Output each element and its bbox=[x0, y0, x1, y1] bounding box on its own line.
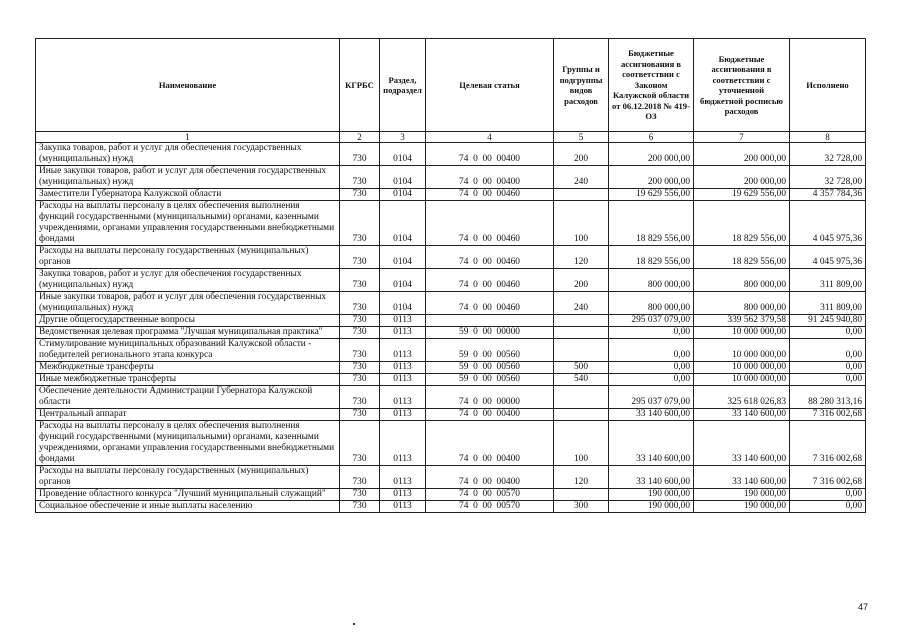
row-executed-amount: 0,00 bbox=[790, 339, 866, 362]
row-kgrbs: 730 bbox=[340, 421, 380, 466]
row-law-amount: 190 000,00 bbox=[609, 489, 694, 501]
row-law-amount: 200 000,00 bbox=[609, 143, 694, 166]
row-target: 59 0 00 00560 bbox=[426, 339, 554, 362]
row-target: 74 0 00 00460 bbox=[426, 189, 554, 201]
row-executed-amount: 91 245 940,80 bbox=[790, 315, 866, 327]
row-executed-amount: 32 728,00 bbox=[790, 166, 866, 189]
row-law-amount: 800 000,00 bbox=[609, 292, 694, 315]
row-kgrbs: 730 bbox=[340, 201, 380, 246]
row-group: 540 bbox=[554, 374, 609, 386]
row-kgrbs: 730 bbox=[340, 269, 380, 292]
row-name: Иные межбюджетные трансферты bbox=[36, 374, 340, 386]
row-executed-amount: 4 357 784,36 bbox=[790, 189, 866, 201]
row-target: 74 0 00 00460 bbox=[426, 201, 554, 246]
header-law: Бюджетные ассигнования в соответствии с Законом Калужской области от 06.12.2018 № 419-ОЗ bbox=[609, 39, 694, 132]
row-executed-amount: 0,00 bbox=[790, 374, 866, 386]
row-section: 0113 bbox=[380, 466, 426, 489]
column-number: 2 bbox=[340, 132, 380, 143]
row-law-amount: 0,00 bbox=[609, 374, 694, 386]
table-row bbox=[36, 269, 866, 292]
column-number: 3 bbox=[380, 132, 426, 143]
row-refined-amount: 200 000,00 bbox=[694, 166, 790, 189]
row-refined-amount: 33 140 600,00 bbox=[694, 409, 790, 421]
scan-speck bbox=[353, 623, 355, 625]
row-section: 0104 bbox=[380, 201, 426, 246]
row-section: 0113 bbox=[380, 315, 426, 327]
table-row bbox=[36, 409, 866, 421]
row-section: 0113 bbox=[380, 386, 426, 409]
row-section: 0104 bbox=[380, 166, 426, 189]
row-law-amount: 0,00 bbox=[609, 339, 694, 362]
row-target: 74 0 00 00570 bbox=[426, 501, 554, 513]
row-name: Иные закупки товаров, работ и услуг для обеспечения государственных (муниципальных) нужд bbox=[36, 166, 340, 189]
table-row bbox=[36, 201, 866, 246]
row-kgrbs: 730 bbox=[340, 292, 380, 315]
header-refined: Бюджетные ассигнования в соответствии с уточненной бюджетной росписью расходов bbox=[694, 39, 790, 132]
table-row bbox=[36, 246, 866, 269]
table-row bbox=[36, 466, 866, 489]
row-group bbox=[554, 386, 609, 409]
row-target: 59 0 00 00000 bbox=[426, 327, 554, 339]
row-executed-amount: 0,00 bbox=[790, 327, 866, 339]
column-number: 7 bbox=[694, 132, 790, 143]
row-group: 500 bbox=[554, 362, 609, 374]
row-law-amount: 33 140 600,00 bbox=[609, 409, 694, 421]
row-target: 74 0 00 00400 bbox=[426, 166, 554, 189]
row-target: 74 0 00 00000 bbox=[426, 386, 554, 409]
row-refined-amount: 33 140 600,00 bbox=[694, 466, 790, 489]
row-kgrbs: 730 bbox=[340, 466, 380, 489]
row-name: Социальное обеспечение и иные выплаты населению bbox=[36, 501, 340, 513]
row-law-amount: 295 037 079,00 bbox=[609, 315, 694, 327]
row-executed-amount: 88 280 313,16 bbox=[790, 386, 866, 409]
row-name: Расходы на выплаты персоналу в целях обеспечения выполнения функций государственными (муниципальными) органами, казенными учреждениями, органами управления государственными внебюджетными фондами bbox=[36, 201, 340, 246]
row-refined-amount: 18 829 556,00 bbox=[694, 201, 790, 246]
row-group: 120 bbox=[554, 466, 609, 489]
row-law-amount: 18 829 556,00 bbox=[609, 201, 694, 246]
budget-table bbox=[35, 38, 866, 513]
row-executed-amount: 0,00 bbox=[790, 362, 866, 374]
row-group: 100 bbox=[554, 201, 609, 246]
row-law-amount: 0,00 bbox=[609, 327, 694, 339]
row-executed-amount: 4 045 975,36 bbox=[790, 246, 866, 269]
row-target: 59 0 00 00560 bbox=[426, 374, 554, 386]
table-row bbox=[36, 362, 866, 374]
row-name: Центральный аппарат bbox=[36, 409, 340, 421]
row-law-amount: 190 000,00 bbox=[609, 501, 694, 513]
row-executed-amount: 0,00 bbox=[790, 501, 866, 513]
row-kgrbs: 730 bbox=[340, 409, 380, 421]
table-row bbox=[36, 374, 866, 386]
row-refined-amount: 10 000 000,00 bbox=[694, 339, 790, 362]
table-row bbox=[36, 166, 866, 189]
row-law-amount: 800 000,00 bbox=[609, 269, 694, 292]
row-section: 0104 bbox=[380, 189, 426, 201]
row-refined-amount: 800 000,00 bbox=[694, 292, 790, 315]
row-group: 100 bbox=[554, 421, 609, 466]
row-name: Обеспечение деятельности Администрации Губернатора Калужской области bbox=[36, 386, 340, 409]
row-refined-amount: 10 000 000,00 bbox=[694, 327, 790, 339]
row-executed-amount: 7 316 002,68 bbox=[790, 466, 866, 489]
row-group: 200 bbox=[554, 143, 609, 166]
column-number: 5 bbox=[554, 132, 609, 143]
column-number-row bbox=[36, 132, 866, 143]
row-name: Межбюджетные трансферты bbox=[36, 362, 340, 374]
row-group: 200 bbox=[554, 269, 609, 292]
row-kgrbs: 730 bbox=[340, 339, 380, 362]
row-group bbox=[554, 327, 609, 339]
row-group bbox=[554, 339, 609, 362]
row-name: Стимулирование муниципальных образований Калужской области - победителей регионального этапа конкурса bbox=[36, 339, 340, 362]
row-kgrbs: 730 bbox=[340, 166, 380, 189]
table-row bbox=[36, 386, 866, 409]
row-section: 0104 bbox=[380, 292, 426, 315]
row-kgrbs: 730 bbox=[340, 374, 380, 386]
row-executed-amount: 7 316 002,68 bbox=[790, 409, 866, 421]
row-name: Ведомственная целевая программа "Лучшая муниципальная практика" bbox=[36, 327, 340, 339]
row-refined-amount: 190 000,00 bbox=[694, 489, 790, 501]
budget-sheet bbox=[35, 38, 865, 513]
table-row bbox=[36, 501, 866, 513]
row-group: 300 bbox=[554, 501, 609, 513]
row-name: Проведение областного конкурса "Лучший муниципальный служащий" bbox=[36, 489, 340, 501]
column-number: 6 bbox=[609, 132, 694, 143]
column-number: 8 bbox=[790, 132, 866, 143]
table-header-row bbox=[36, 39, 866, 132]
row-refined-amount: 18 829 556,00 bbox=[694, 246, 790, 269]
row-target: 74 0 00 00460 bbox=[426, 292, 554, 315]
row-executed-amount: 311 809,00 bbox=[790, 292, 866, 315]
row-kgrbs: 730 bbox=[340, 362, 380, 374]
row-section: 0104 bbox=[380, 246, 426, 269]
row-target: 74 0 00 00400 bbox=[426, 143, 554, 166]
row-group: 240 bbox=[554, 292, 609, 315]
row-target bbox=[426, 315, 554, 327]
table-row bbox=[36, 327, 866, 339]
header-section: Раздел, подраздел bbox=[380, 39, 426, 132]
row-section: 0113 bbox=[380, 501, 426, 513]
row-refined-amount: 339 562 379,58 bbox=[694, 315, 790, 327]
row-law-amount: 33 140 600,00 bbox=[609, 466, 694, 489]
row-kgrbs: 730 bbox=[340, 246, 380, 269]
column-number: 4 bbox=[426, 132, 554, 143]
header-executed: Исполнено bbox=[790, 39, 866, 132]
row-name: Расходы на выплаты персоналу в целях обеспечения выполнения функций государственными (муниципальными) органами, казенными учреждениями, органами управления государственными внебюджетными фондами bbox=[36, 421, 340, 466]
header-target: Целевая статья bbox=[426, 39, 554, 132]
row-group bbox=[554, 409, 609, 421]
row-target: 74 0 00 00400 bbox=[426, 421, 554, 466]
row-target: 74 0 00 00570 bbox=[426, 489, 554, 501]
row-section: 0113 bbox=[380, 409, 426, 421]
row-refined-amount: 19 629 556,00 bbox=[694, 189, 790, 201]
row-name: Расходы на выплаты персоналу государственных (муниципальных) органов bbox=[36, 246, 340, 269]
row-name: Иные закупки товаров, работ и услуг для обеспечения государственных (муниципальных) нужд bbox=[36, 292, 340, 315]
table-row bbox=[36, 143, 866, 166]
row-section: 0104 bbox=[380, 269, 426, 292]
row-section: 0113 bbox=[380, 339, 426, 362]
row-name: Заместители Губернатора Калужской области bbox=[36, 189, 340, 201]
row-refined-amount: 200 000,00 bbox=[694, 143, 790, 166]
table-row bbox=[36, 421, 866, 466]
row-section: 0113 bbox=[380, 362, 426, 374]
row-law-amount: 18 829 556,00 bbox=[609, 246, 694, 269]
row-section: 0113 bbox=[380, 421, 426, 466]
row-refined-amount: 10 000 000,00 bbox=[694, 362, 790, 374]
row-section: 0104 bbox=[380, 143, 426, 166]
row-target: 74 0 00 00400 bbox=[426, 409, 554, 421]
table-row bbox=[36, 292, 866, 315]
row-executed-amount: 32 728,00 bbox=[790, 143, 866, 166]
row-law-amount: 19 629 556,00 bbox=[609, 189, 694, 201]
row-law-amount: 33 140 600,00 bbox=[609, 421, 694, 466]
row-kgrbs: 730 bbox=[340, 143, 380, 166]
row-name: Другие общегосударственные вопросы bbox=[36, 315, 340, 327]
row-name: Закупка товаров, работ и услуг для обеспечения государственных (муниципальных) нужд bbox=[36, 143, 340, 166]
row-law-amount: 0,00 bbox=[609, 362, 694, 374]
row-kgrbs: 730 bbox=[340, 386, 380, 409]
row-refined-amount: 190 000,00 bbox=[694, 501, 790, 513]
column-number: 1 bbox=[36, 132, 340, 143]
table-row bbox=[36, 339, 866, 362]
table-row bbox=[36, 489, 866, 501]
header-groups: Группы и подгруппы видов расходов bbox=[554, 39, 609, 132]
row-kgrbs: 730 bbox=[340, 315, 380, 327]
row-executed-amount: 311 809,00 bbox=[790, 269, 866, 292]
row-section: 0113 bbox=[380, 374, 426, 386]
row-name: Закупка товаров, работ и услуг для обеспечения государственных (муниципальных) нужд bbox=[36, 269, 340, 292]
row-group: 240 bbox=[554, 166, 609, 189]
row-executed-amount: 7 316 002,68 bbox=[790, 421, 866, 466]
row-section: 0113 bbox=[380, 489, 426, 501]
row-kgrbs: 730 bbox=[340, 501, 380, 513]
row-refined-amount: 800 000,00 bbox=[694, 269, 790, 292]
row-group bbox=[554, 315, 609, 327]
row-refined-amount: 325 618 026,83 bbox=[694, 386, 790, 409]
row-section: 0113 bbox=[380, 327, 426, 339]
row-kgrbs: 730 bbox=[340, 327, 380, 339]
row-group bbox=[554, 489, 609, 501]
header-name: Наименование bbox=[36, 39, 340, 132]
row-law-amount: 200 000,00 bbox=[609, 166, 694, 189]
row-kgrbs: 730 bbox=[340, 189, 380, 201]
row-refined-amount: 33 140 600,00 bbox=[694, 421, 790, 466]
row-target: 74 0 00 00460 bbox=[426, 246, 554, 269]
row-refined-amount: 10 000 000,00 bbox=[694, 374, 790, 386]
row-executed-amount: 4 045 975,36 bbox=[790, 201, 866, 246]
page-number: 47 bbox=[857, 602, 868, 612]
table-row bbox=[36, 315, 866, 327]
row-target: 59 0 00 00560 bbox=[426, 362, 554, 374]
row-executed-amount: 0,00 bbox=[790, 489, 866, 501]
row-group: 120 bbox=[554, 246, 609, 269]
row-target: 74 0 00 00460 bbox=[426, 269, 554, 292]
header-kgrbs: КГРБС bbox=[340, 39, 380, 132]
row-law-amount: 295 037 079,00 bbox=[609, 386, 694, 409]
table-row bbox=[36, 189, 866, 201]
row-target: 74 0 00 00400 bbox=[426, 466, 554, 489]
row-kgrbs: 730 bbox=[340, 489, 380, 501]
row-name: Расходы на выплаты персоналу государственных (муниципальных) органов bbox=[36, 466, 340, 489]
row-group bbox=[554, 189, 609, 201]
